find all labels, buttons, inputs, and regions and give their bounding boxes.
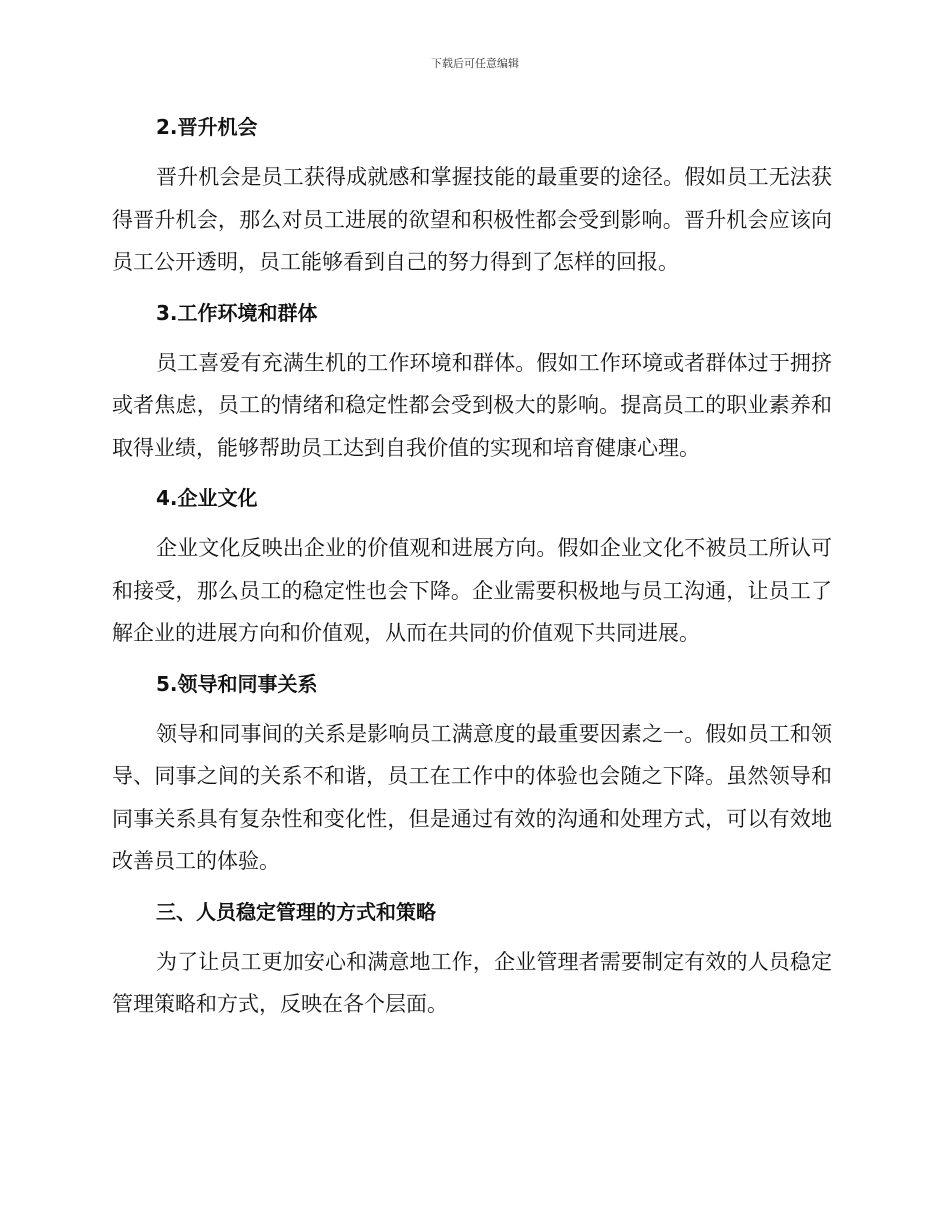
section-paragraph-relations: 领导和同事间的关系是影响员工满意度的最重要因素之一。假如员工和领导、同事之间的关系不和谐，员工在工作中的体验也会随之下降。虽然领导和同事关系具有复杂性和变化性，但是通过有效的沟通和处理方式，可以有效地改善员工的体验。 <box>112 721 832 873</box>
section-heading-culture: 4.企业文化 <box>156 486 258 510</box>
document-body <box>112 108 832 1036</box>
section-heading-environment: 3.工作环境和群体 <box>156 300 318 325</box>
page-header: 下载后可任意编辑 <box>431 57 519 70</box>
section-paragraph-culture: 企业文化反映出企业的价值观和进展方向。假如企业文化不被员工所认可和接受，那么员工的稳定性也会下降。企业需要积极地与员工沟通，让员工了解企业的进展方向和价值观，从而在共同的价值观下共同进展。 <box>112 536 832 645</box>
section-paragraph-environment: 员工喜爱有充满生机的工作环境和群体。假如工作环境或者群体过于拥挤或者焦虑，员工的情绪和稳定性都会受到极大的影响。提高员工的职业素养和取得业绩，能够帮助员工达到自我价值的实现和培育健康心理。 <box>112 350 832 460</box>
section-heading-promotion: 2.晋升机会 <box>156 115 258 139</box>
section-heading-strategy: 三、人员稳定管理的方式和策略 <box>156 899 436 924</box>
section-paragraph-promotion: 晋升机会是员工获得成就感和掌握技能的最重要的途径。假如员工无法获得晋升机会，那么对员工进展的欲望和积极性都会受到影响。晋升机会应该向员工公开透明，员工能够看到自己的努力得到了怎样的回报。 <box>112 165 832 274</box>
section-paragraph-strategy: 为了让员工更加安心和满意地工作，企业管理者需要制定有效的人员稳定管理策略和方式，反映在各个层面。 <box>112 949 832 1016</box>
section-heading-relations: 5.领导和同事关系 <box>156 671 318 696</box>
